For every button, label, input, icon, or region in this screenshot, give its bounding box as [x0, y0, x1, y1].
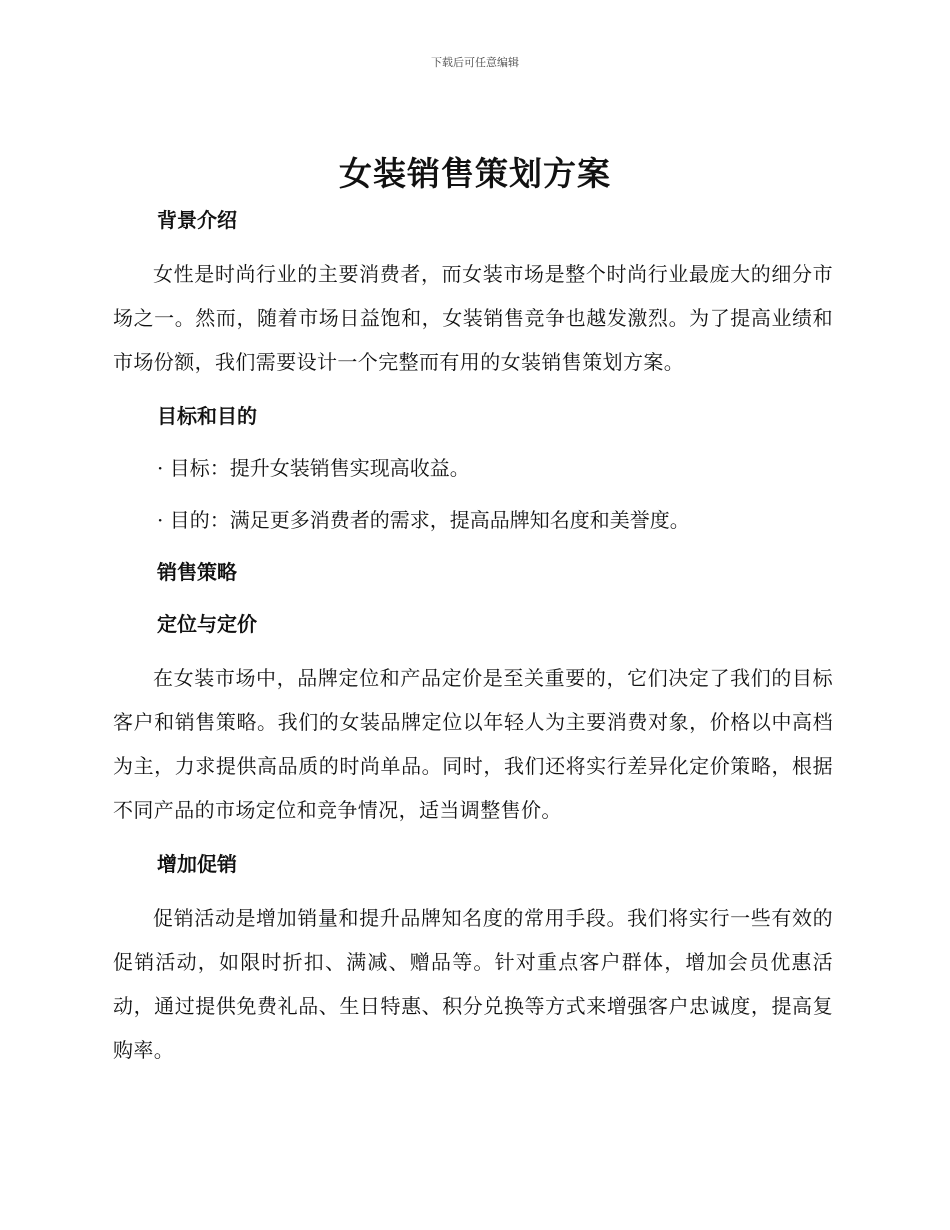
- paragraph-promotion: 促销活动是增加销量和提升品牌知名度的常用手段。我们将实行一些有效的促销活动，如限时折扣、满减、赠品等。针对重点客户群体，增加会员优惠活动，通过提供免费礼品、生日特惠、积分兑换等方式来增强客户忠诚度，提高复购率。: [113, 906, 833, 1062]
- heading-goals: 目标和目的: [157, 404, 257, 428]
- heading-strategy: 销售策略: [157, 560, 237, 584]
- bullet-goal: · 目标：提升女装销售实现高收益。: [157, 456, 470, 480]
- page-title: 女装销售策划方案: [339, 154, 611, 193]
- bullet-purpose: · 目的：满足更多消费者的需求，提高品牌知名度和美誉度。: [157, 508, 690, 532]
- header-note: 下载后可任意编辑: [431, 56, 519, 69]
- heading-promotion: 增加促销: [157, 852, 237, 876]
- paragraph-positioning: 在女装市场中，品牌定位和产品定价是至关重要的，它们决定了我们的目标客户和销售策略。我们的女装品牌定位以年轻人为主要消费对象，价格以中高档为主，力求提供高品质的时尚单品。同时，我们还将实行差异化定价策略，根据不同产品的市场定位和竞争情况，适当调整售价。: [113, 666, 833, 822]
- heading-positioning: 定位与定价: [157, 612, 257, 636]
- paragraph-background: 女性是时尚行业的主要消费者，而女装市场是整个时尚行业最庞大的细分市场之一。然而，随着市场日益饱和，女装销售竞争也越发激烈。为了提高业绩和市场份额，我们需要设计一个完整而有用的女装销售策划方案。: [113, 262, 833, 374]
- document-body: [113, 200, 833, 1072]
- heading-background: 背景介绍: [157, 208, 237, 232]
